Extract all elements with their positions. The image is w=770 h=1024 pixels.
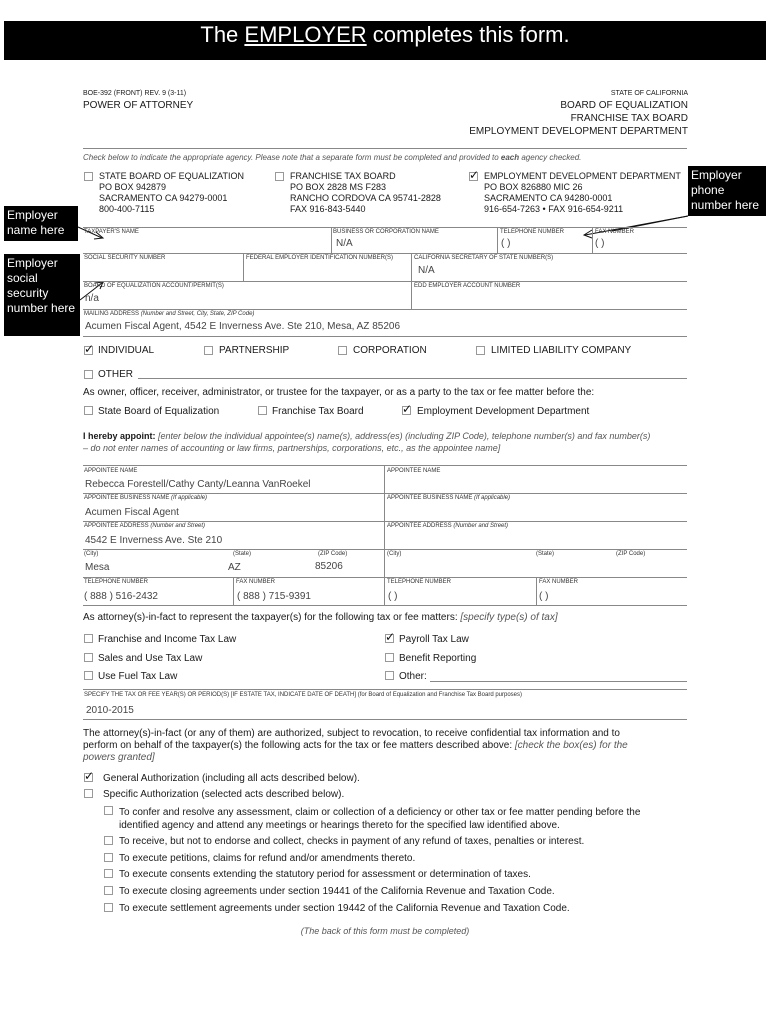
matter-fuel-label: Use Fuel Tax Law bbox=[98, 671, 178, 682]
appointee2-fax-value[interactable]: ( ) bbox=[539, 591, 549, 602]
agency-header-2: FRANCHISE TAX BOARD bbox=[570, 113, 688, 124]
agency-edd-checkmark: ✓ bbox=[469, 168, 480, 182]
business-name-label: BUSINESS OR CORPORATION NAME bbox=[333, 229, 439, 235]
act-2-checkbox[interactable] bbox=[104, 836, 113, 845]
appointee2-name-label: APPOINTEE NAME bbox=[387, 468, 441, 474]
matter-other-label: Other: bbox=[399, 671, 427, 682]
general-auth-checkmark: ✓ bbox=[84, 769, 95, 783]
matter-payroll-label: Payroll Tax Law bbox=[399, 634, 469, 645]
agency-header-1: BOARD OF EQUALIZATION bbox=[560, 100, 688, 111]
appointee-business-label: APPOINTEE BUSINESS NAME (If applicable) bbox=[84, 495, 208, 501]
act-5-checkbox[interactable] bbox=[104, 886, 113, 895]
authority-text: The attorney(s)-in-fact (or any of them) are authorized, subject to revocation, to receive confidential tax information and to perform on behalf of the taxpayer(s) the following acts for the tax or fee matters described above: [check the box(es) for the powers granted] bbox=[83, 728, 628, 763]
appointee2-address-label: APPOINTEE ADDRESS (Number and Street) bbox=[387, 523, 509, 529]
telephone-value[interactable]: ( ) bbox=[501, 238, 511, 249]
entity-llc-label: LIMITED LIABILITY COMPANY bbox=[491, 345, 632, 356]
telephone-label: TELEPHONE NUMBER bbox=[500, 229, 565, 235]
act-5-label: To execute closing agreements under section 19441 of the California Revenue and Taxation Code. bbox=[119, 886, 555, 897]
zip2-label: (ZIP Code) bbox=[616, 551, 646, 557]
act-6-checkbox[interactable] bbox=[104, 903, 113, 912]
before-boe-checkbox[interactable] bbox=[84, 406, 93, 415]
state2-label: (State) bbox=[536, 551, 555, 557]
appointee-tel-value[interactable]: ( 888 ) 516-2432 bbox=[84, 591, 158, 602]
entity-individual-checkmark: ✓ bbox=[84, 342, 95, 356]
entity-other-label: OTHER bbox=[98, 369, 133, 380]
before-edd-checkmark: ✓ bbox=[402, 402, 413, 416]
act-1-checkbox[interactable] bbox=[104, 806, 113, 815]
before-ftb-checkbox[interactable] bbox=[258, 406, 267, 415]
appointee-address-label: APPOINTEE ADDRESS (Number and Street) bbox=[84, 523, 206, 529]
taxpayer-name-label: TAXPAYER'S NAME bbox=[84, 229, 139, 235]
city-value[interactable]: Mesa bbox=[85, 562, 110, 573]
agency-boe-block: STATE BOARD OF EQUALIZATION PO BOX 942879 SACRAMENTO CA 94279-0001 800-400-7115 bbox=[99, 171, 245, 214]
agency-edd-block: EMPLOYMENT DEVELOPMENT DEPARTMENT PO BOX 826880 MIC 26 SACRAMENTO CA 94280-0001 916-654-7263 • FAX 916-654-9211 bbox=[484, 171, 681, 214]
appointee-address-value[interactable]: 4542 E Inverness Ave. Ste 210 bbox=[85, 535, 223, 546]
specific-auth-label: Specific Authorization (selected acts described below). bbox=[103, 789, 345, 800]
instructions: Check below to indicate the appropriate agency. Please note that a separate form must be completed and provided to each agency checked. bbox=[83, 153, 582, 162]
general-auth-label: General Authorization (including all acts described below). bbox=[103, 773, 360, 784]
sos-label: CALIFORNIA SECRETARY OF STATE NUMBER(S) bbox=[414, 255, 554, 261]
entity-individual-label: INDIVIDUAL bbox=[98, 345, 155, 356]
banner-emphasis: EMPLOYER bbox=[244, 22, 367, 47]
footer-note: (The back of this form must be completed) bbox=[300, 926, 470, 936]
matter-franchise-checkbox[interactable] bbox=[84, 634, 93, 643]
matter-benefit-label: Benefit Reporting bbox=[399, 653, 477, 664]
appointee-name-value[interactable]: Rebecca Forestell/Cathy Canty/Leanna VanRoekel bbox=[85, 479, 311, 490]
matter-payroll-checkmark: ✓ bbox=[385, 630, 396, 644]
entity-partnership-label: PARTNERSHIP bbox=[219, 345, 290, 356]
ssn-label: SOCIAL SECURITY NUMBER bbox=[84, 255, 166, 261]
before-edd-label: Employment Development Department bbox=[417, 406, 590, 417]
act-6-label: To execute settlement agreements under section 19442 of the California Revenue and Taxation Code. bbox=[119, 903, 570, 914]
act-4-label: To execute consents extending the statutory period for assessment or determination of taxes. bbox=[119, 869, 531, 880]
callout-employer-ssn: Employer social security number here bbox=[4, 254, 80, 336]
matter-other-checkbox[interactable] bbox=[385, 671, 394, 680]
callout-employer-name: Employer name here bbox=[4, 206, 78, 241]
fax-value[interactable]: ( ) bbox=[595, 238, 605, 249]
banner-text: The bbox=[200, 22, 245, 47]
entity-corporation-checkbox[interactable] bbox=[338, 346, 347, 355]
business-name-value[interactable]: N/A bbox=[336, 238, 353, 249]
years-value[interactable]: 2010-2015 bbox=[86, 705, 134, 716]
city-label: (City) bbox=[84, 551, 99, 557]
zip-label: (ZIP Code) bbox=[318, 551, 348, 557]
form-id: BOE-392 (FRONT) REV. 9 (3-11) bbox=[83, 90, 187, 97]
entity-llc-checkbox[interactable] bbox=[476, 346, 485, 355]
appointee-name-label: APPOINTEE NAME bbox=[84, 468, 138, 474]
act-3-label: To execute petitions, claims for refund and/or amendments thereto. bbox=[119, 853, 416, 864]
entity-corporation-label: CORPORATION bbox=[353, 345, 427, 356]
appointee-tel-label: TELEPHONE NUMBER bbox=[84, 579, 149, 585]
mailing-address-value[interactable]: Acumen Fiscal Agent, 4542 E Inverness Ave. Ste 210, Mesa, AZ 85206 bbox=[85, 321, 401, 332]
banner-text-end: completes this form. bbox=[366, 22, 570, 47]
before-boe-label: State Board of Equalization bbox=[98, 406, 220, 417]
act-2-label: To receive, but not to endorse and collect, checks in payment of any refund of taxes, penalties or interest. bbox=[119, 836, 585, 847]
fax-label: FAX NUMBER bbox=[595, 229, 635, 235]
matter-franchise-label: Franchise and Income Tax Law bbox=[98, 634, 237, 645]
entity-partnership-checkbox[interactable] bbox=[204, 346, 213, 355]
appointee-fax-label: FAX NUMBER bbox=[236, 579, 276, 585]
mailing-address-label: MAILING ADDRESS (Number and Street, City, State, ZIP Code) bbox=[84, 311, 255, 317]
matter-fuel-checkbox[interactable] bbox=[84, 671, 93, 680]
edd-account-label: EDD EMPLOYER ACCOUNT NUMBER bbox=[414, 283, 521, 289]
matter-sales-label: Sales and Use Tax Law bbox=[98, 653, 203, 664]
agency-ftb-block: FRANCHISE TAX BOARD PO BOX 2828 MS F283 RANCHO CORDOVA CA 95741-2828 FAX 916-843-5440 bbox=[290, 171, 441, 214]
boe-account-value[interactable]: n/a bbox=[85, 293, 99, 304]
matters-heading: As attorney(s)-in-fact to represent the taxpayer(s) for the following tax or fee matters: [specify type(s) of tax] bbox=[83, 612, 558, 623]
agency-header-3: EMPLOYMENT DEVELOPMENT DEPARTMENT bbox=[469, 126, 688, 137]
appointee-business-value[interactable]: Acumen Fiscal Agent bbox=[85, 507, 179, 518]
appointee-fax-value[interactable]: ( 888 ) 715-9391 bbox=[237, 591, 311, 602]
sos-value[interactable]: N/A bbox=[418, 265, 435, 276]
before-ftb-label: Franchise Tax Board bbox=[272, 406, 364, 417]
appointee2-business-label: APPOINTEE BUSINESS NAME (If applicable) bbox=[387, 495, 511, 501]
specific-auth-checkbox[interactable] bbox=[84, 789, 93, 798]
zip-value[interactable]: 85206 bbox=[315, 561, 343, 572]
appointee2-tel-label: TELEPHONE NUMBER bbox=[387, 579, 452, 585]
boe-account-label: BOARD OF EQUALIZATION ACCOUNT/PERMIT(S) bbox=[84, 283, 224, 289]
act-4-checkbox[interactable] bbox=[104, 869, 113, 878]
appointee2-fax-label: FAX NUMBER bbox=[539, 579, 579, 585]
years-label: SPECIFY THE TAX OR FEE YEAR(S) OR PERIOD(S) [IF ESTATE TAX, INDICATE DATE OF DEATH] (for Board of Equalization and Franchise Tax Board purposes) bbox=[84, 692, 523, 698]
appoint-instructions: I hereby appoint: [enter below the individual appointee(s) name(s), address(es) (including ZIP Code), telephone number(s) and fax number(s) – do not enter names of accounting or law firms, partnerships, corporations, etc., as the appointee name] bbox=[83, 431, 651, 453]
before-text: As owner, officer, receiver, administrator, or trustee for the taxpayer, or as a party to the tax or fee matter before the: bbox=[83, 387, 595, 398]
entity-other-checkbox[interactable] bbox=[84, 370, 93, 379]
matter-benefit-checkbox[interactable] bbox=[385, 653, 394, 662]
form-title: POWER OF ATTORNEY bbox=[83, 100, 194, 111]
matter-sales-checkbox[interactable] bbox=[84, 653, 93, 662]
fein-label: FEDERAL EMPLOYER IDENTIFICATION NUMBER(S) bbox=[246, 255, 394, 261]
city2-label: (City) bbox=[387, 551, 402, 557]
state-value[interactable]: AZ bbox=[228, 562, 241, 573]
act-1-label: To confer and resolve any assessment, claim or collection of a deficiency or other tax or fee matter pending before the identified agency and attend any meetings or hearings thereto for the specified law identified above. bbox=[119, 807, 641, 831]
state-field-label: (State) bbox=[233, 551, 252, 557]
state-label: STATE OF CALIFORNIA bbox=[610, 90, 688, 97]
act-3-checkbox[interactable] bbox=[104, 853, 113, 862]
callout-employer-phone: Employer phone number here bbox=[688, 166, 766, 216]
appointee2-tel-value[interactable]: ( ) bbox=[388, 591, 398, 602]
